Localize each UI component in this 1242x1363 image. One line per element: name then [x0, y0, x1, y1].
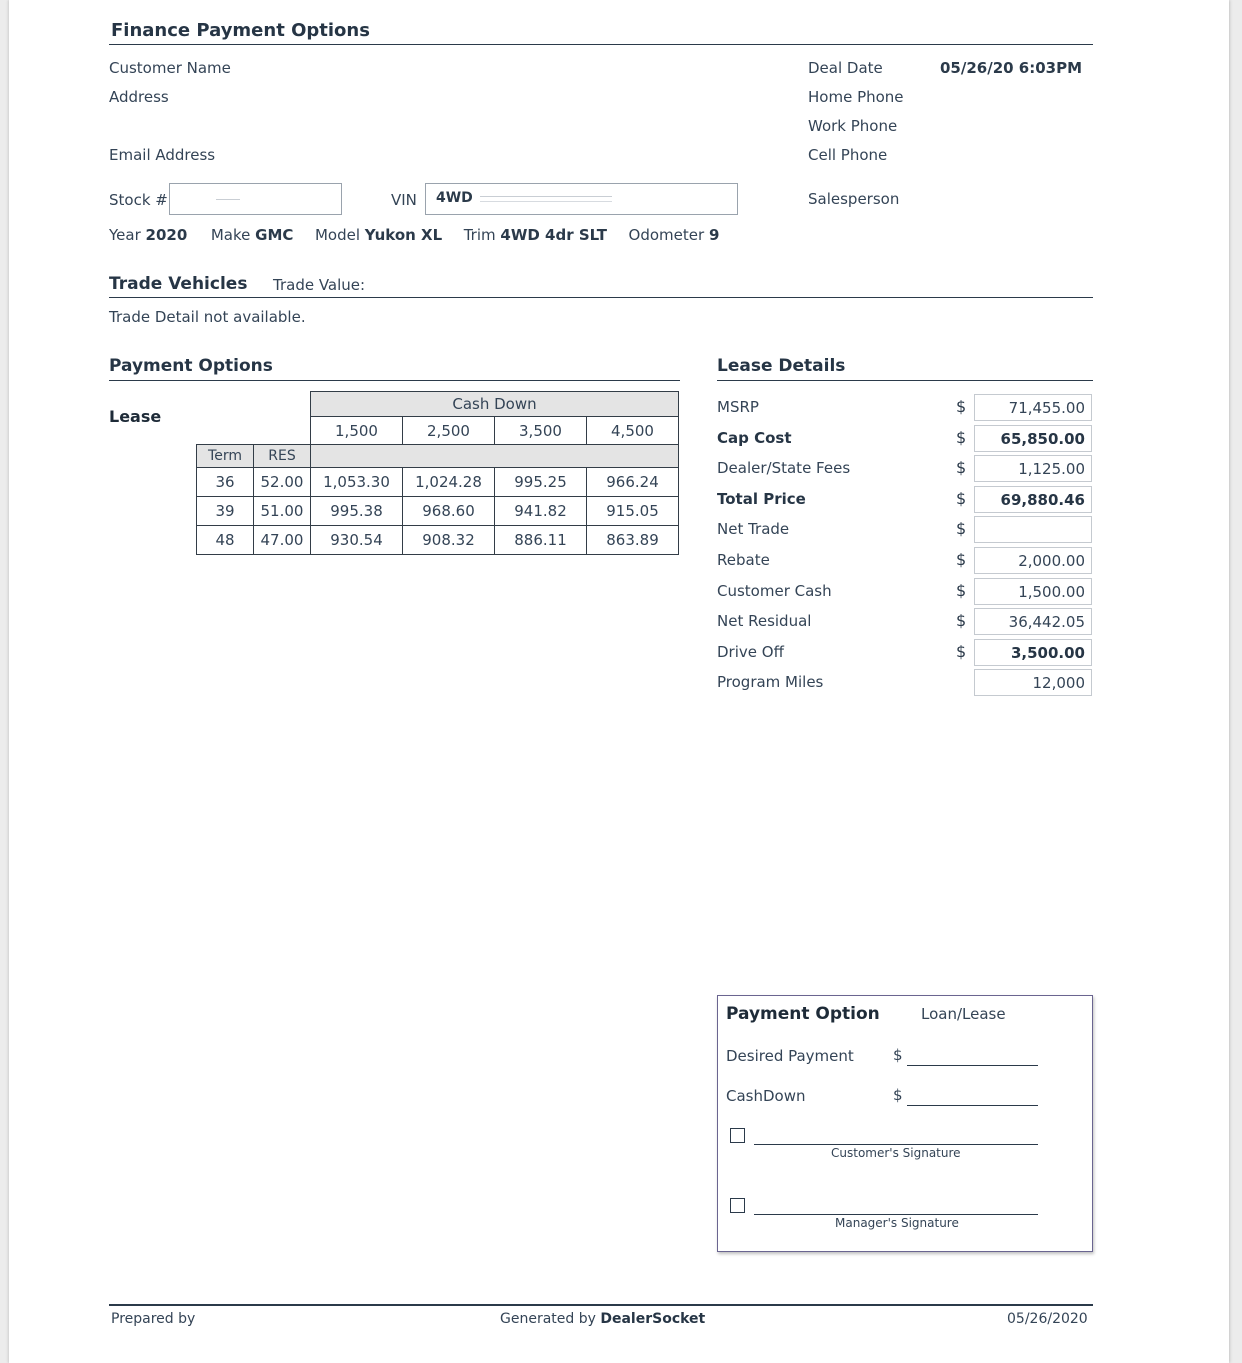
currency-symbol: $	[956, 550, 967, 569]
currency-symbol: $	[956, 489, 967, 508]
lease-row-value: 12,000	[974, 669, 1092, 696]
table-row	[197, 497, 679, 526]
deal-date-value: 05/26/20 6:03PM	[940, 59, 1083, 77]
stock-label: Stock #	[109, 191, 168, 209]
currency-symbol: $	[956, 397, 967, 416]
payment-cell: 1,053.30	[311, 468, 403, 497]
lease-row-value: 2,000.00	[974, 547, 1092, 574]
currency-symbol: $	[956, 611, 967, 630]
address-label: Address	[109, 88, 169, 106]
lease-row-dealer-fees	[717, 455, 1093, 483]
lease-row-label: Dealer/State Fees	[717, 459, 851, 477]
manager-signature-caption: Manager's Signature	[835, 1216, 959, 1230]
payment-option-box	[717, 995, 1093, 1252]
cash-down-value: 1,500	[311, 417, 403, 445]
cash-down-header-row	[197, 392, 679, 417]
term-header-row	[197, 445, 679, 468]
work-phone-label: Work Phone	[808, 117, 898, 135]
cash-down-label: Cash Down	[311, 392, 679, 417]
redacted-mark	[216, 199, 240, 200]
payment-cell: 968.60	[403, 497, 495, 526]
lease-row-label: Net Trade	[717, 520, 790, 538]
lease-details-heading: Lease Details	[717, 356, 846, 376]
lease-row-cap-cost	[717, 425, 1093, 453]
title-rule	[109, 44, 1093, 45]
table-row	[197, 526, 679, 555]
currency-symbol: $	[956, 581, 967, 600]
payment-options-rule	[109, 380, 680, 381]
model-value: Yukon XL	[364, 226, 443, 244]
customer-signature-caption: Customer's Signature	[831, 1146, 961, 1160]
odometer-value: 9	[708, 226, 720, 244]
payment-option-heading: Payment Option	[726, 1004, 880, 1024]
lease-row-label: MSRP	[717, 398, 759, 416]
vin-value: 4WD	[436, 190, 473, 206]
lease-row-value: 1,125.00	[974, 455, 1092, 482]
trim-label: Trim	[463, 226, 496, 244]
lease-row-program-miles	[717, 669, 1093, 697]
res-cell: 47.00	[254, 526, 311, 555]
currency-symbol: $	[956, 428, 967, 447]
manager-signature-line[interactable]	[754, 1214, 1038, 1215]
payment-cell: 863.89	[587, 526, 679, 555]
cash-down-value: 4,500	[587, 417, 679, 445]
lease-row-total-price	[717, 486, 1093, 514]
cell-phone-label: Cell Phone	[808, 146, 888, 164]
vin-field	[425, 183, 738, 215]
payment-table	[196, 391, 679, 555]
payment-cell: 995.38	[311, 497, 403, 526]
table-row	[197, 468, 679, 497]
deal-date-label: Deal Date	[808, 59, 883, 77]
lease-row-label: Customer Cash	[717, 582, 832, 600]
payment-cell: 908.32	[403, 526, 495, 555]
payment-cell: 886.11	[495, 526, 587, 555]
make-label: Make	[210, 226, 251, 244]
payment-cell: 930.54	[311, 526, 403, 555]
lease-row-value: 3,500.00	[974, 639, 1092, 666]
customer-approval-checkbox[interactable]	[730, 1128, 745, 1143]
lease-row-label: Rebate	[717, 551, 770, 569]
lease-row-net-trade	[717, 516, 1093, 544]
desired-payment-line[interactable]	[907, 1065, 1038, 1066]
lease-row-value: 1,500.00	[974, 578, 1092, 605]
generated-by	[500, 1311, 705, 1327]
lease-row-label: Cap Cost	[717, 429, 792, 447]
customer-signature-line[interactable]	[754, 1144, 1038, 1145]
trade-heading: Trade Vehicles	[109, 274, 248, 294]
brand-name: DealerSocket	[600, 1311, 706, 1327]
currency-symbol: $	[893, 1046, 903, 1064]
prepared-by: Prepared by	[111, 1311, 196, 1327]
res-cell: 52.00	[254, 468, 311, 497]
cashdown-label: CashDown	[726, 1087, 806, 1105]
lease-row-customer-cash	[717, 578, 1093, 606]
payment-cell: 966.24	[587, 468, 679, 497]
cashdown-line[interactable]	[907, 1105, 1038, 1106]
year-value: 2020	[145, 226, 188, 244]
vehicle-summary	[109, 226, 719, 244]
lease-row-value: 69,880.46	[974, 486, 1092, 513]
lease-row-label: Program Miles	[717, 673, 824, 691]
lease-row-value: 71,455.00	[974, 394, 1092, 421]
trade-value-label: Trade Value:	[273, 276, 366, 294]
payment-cell: 1,024.28	[403, 468, 495, 497]
term-cell: 48	[197, 526, 254, 555]
year-label: Year	[109, 226, 141, 244]
generated-by-label: Generated by	[500, 1311, 596, 1327]
odometer-label: Odometer	[628, 226, 705, 244]
currency-symbol: $	[956, 519, 967, 538]
footer-date: 05/26/2020	[1007, 1311, 1088, 1327]
stock-field	[169, 183, 342, 215]
email-label: Email Address	[109, 146, 216, 164]
trim-value: 4WD 4dr SLT	[500, 226, 607, 244]
lease-row-value	[974, 516, 1092, 543]
payment-cell: 941.82	[495, 497, 587, 526]
currency-symbol: $	[956, 458, 967, 477]
lease-row-msrp	[717, 394, 1093, 422]
trade-rule	[109, 297, 1093, 298]
lease-row-value: 65,850.00	[974, 425, 1092, 452]
payment-cell: 995.25	[495, 468, 587, 497]
lease-row-label: Drive Off	[717, 643, 784, 661]
home-phone-label: Home Phone	[808, 88, 904, 106]
salesperson-label: Salesperson	[808, 190, 900, 208]
lease-label: Lease	[109, 407, 162, 426]
manager-approval-checkbox[interactable]	[730, 1198, 745, 1213]
desired-payment-label: Desired Payment	[726, 1047, 854, 1065]
term-cell: 36	[197, 468, 254, 497]
lease-row-label: Net Residual	[717, 612, 812, 630]
term-header: Term	[197, 445, 254, 468]
lease-row-drive-off	[717, 639, 1093, 667]
make-value: GMC	[255, 226, 294, 244]
payment-option-type: Loan/Lease	[921, 1005, 1006, 1023]
lease-row-net-residual	[717, 608, 1093, 636]
trade-detail: Trade Detail not available.	[109, 308, 306, 326]
lease-details-rule	[717, 380, 1093, 381]
res-cell: 51.00	[254, 497, 311, 526]
currency-symbol: $	[956, 642, 967, 661]
redacted-mark	[480, 196, 612, 202]
page-title: Finance Payment Options	[111, 20, 370, 41]
payment-options-heading: Payment Options	[109, 356, 273, 376]
currency-symbol: $	[893, 1086, 903, 1104]
lease-row-rebate	[717, 547, 1093, 575]
lease-row-label: Total Price	[717, 490, 806, 508]
customer-name-label: Customer Name	[109, 59, 231, 77]
model-label: Model	[314, 226, 361, 244]
payment-grid	[196, 391, 679, 555]
cash-down-value: 3,500	[495, 417, 587, 445]
cash-down-value: 2,500	[403, 417, 495, 445]
footer-rule	[109, 1304, 1093, 1306]
vin-label: VIN	[391, 191, 417, 209]
lease-row-value: 36,442.05	[974, 608, 1092, 635]
term-cell: 39	[197, 497, 254, 526]
res-header: RES	[254, 445, 311, 468]
cash-down-values-row	[197, 417, 679, 445]
payment-cell: 915.05	[587, 497, 679, 526]
